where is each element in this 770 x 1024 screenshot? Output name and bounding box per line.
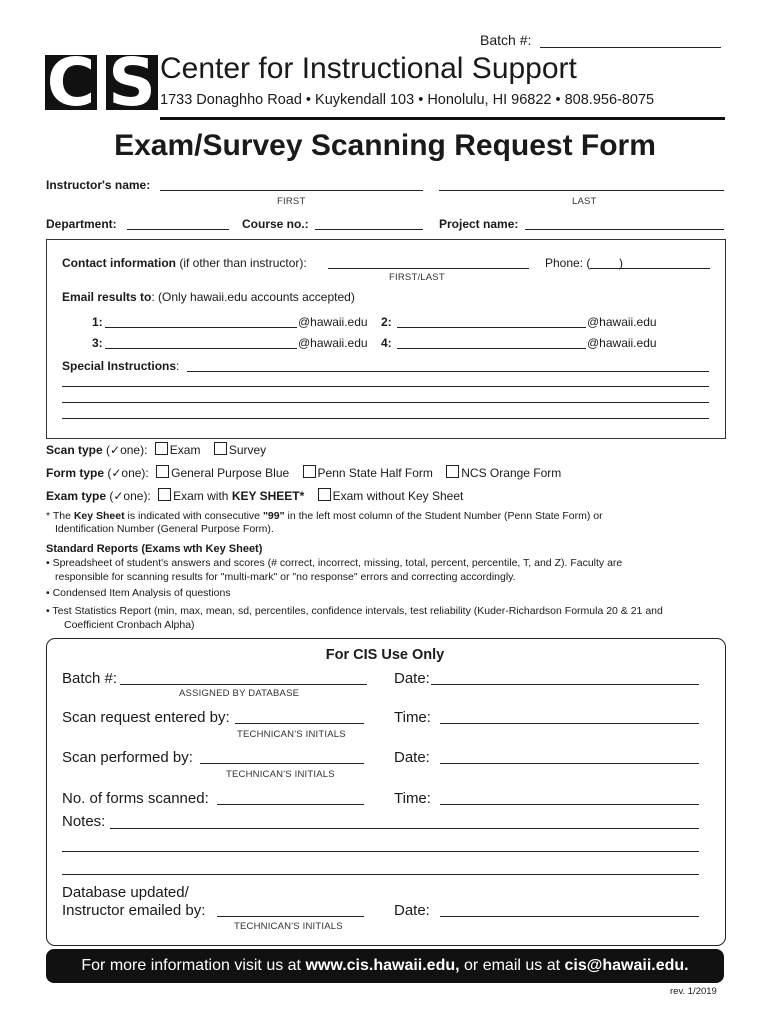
notes-line-2[interactable] [62, 851, 699, 852]
report-bullet-1b: responsible for scanning results for "multi-mark" or "no response" errors and correcting accordingly. [55, 571, 516, 583]
exam-with-key-label: Exam with KEY SHEET* [173, 489, 305, 503]
email-4-label: 4: [381, 336, 392, 350]
scan-survey-checkbox[interactable] [214, 442, 227, 455]
tech-caption-3: TECHNICAN'S INITIALS [234, 921, 343, 932]
first-caption: FIRST [277, 196, 306, 207]
scan-performed-field[interactable] [200, 763, 364, 764]
phone-label: Phone: ( [545, 256, 591, 270]
cis-date-field-3[interactable] [440, 916, 699, 917]
department-label: Department: [46, 217, 117, 231]
cis-use-heading: For CIS Use Only [325, 647, 445, 663]
reports-heading: Standard Reports (Exams wth Key Sheet) [46, 543, 263, 555]
department-field[interactable] [127, 229, 229, 230]
db-updated-label: Database updated/ [62, 884, 189, 901]
form-type-row: Form type (✓one): General Purpose Blue Penn State Half Form NCS Orange Form [46, 466, 562, 480]
email-2-label: 2: [381, 315, 392, 329]
form-ncs-checkbox[interactable] [446, 465, 459, 478]
cis-time-field-1[interactable] [440, 723, 699, 724]
report-bullet-3a: • Test Statistics Report (min, max, mean, sd, percentiles, confidence intervals, test reliability (Kuder-Richardson Formula 20 & 21 and [46, 605, 663, 617]
form-gp-blue-label: General Purpose Blue [171, 466, 290, 480]
email-3-domain: @hawaii.edu [298, 336, 368, 350]
email-1-label: 1: [92, 315, 103, 329]
cis-date-field-1[interactable] [431, 684, 699, 685]
email-4-domain: @hawaii.edu [587, 336, 657, 350]
cis-date-label-2: Date: [394, 749, 430, 766]
cis-date-label-1: Date: [394, 670, 430, 687]
exam-type-row: Exam type (✓one): Exam with KEY SHEET* Exam without Key Sheet [46, 489, 464, 503]
phone-paren-close: ) [619, 256, 623, 270]
footer-banner [46, 949, 724, 983]
email-2-domain: @hawaii.edu [587, 315, 657, 329]
tech-caption-2: TECHNICAN'S INITIALS [226, 769, 335, 780]
report-bullet-3b: Coefficient Cronbach Alpha) [64, 619, 195, 631]
scan-performed-label: Scan performed by: [62, 749, 193, 766]
instructor-emailed-field[interactable] [217, 916, 364, 917]
cis-time-label-2: Time: [394, 790, 431, 807]
key-sheet-footnote-2: Identification Number (General Purpose Form). [55, 523, 274, 535]
tech-caption-1: TECHNICAN'S INITIALS [237, 729, 346, 740]
project-field[interactable] [525, 229, 724, 230]
cis-batch-label: Batch #: [62, 670, 118, 687]
revision-label: rev. 1/2019 [670, 986, 717, 997]
exam-without-key-label: Exam without Key Sheet [332, 489, 464, 503]
cis-date-label-3: Date: [394, 902, 430, 919]
instructor-last-field[interactable] [439, 190, 724, 191]
footer-text-1: For more information visit us at [81, 957, 306, 974]
report-bullet-2: • Condensed Item Analysis of questions [46, 587, 231, 599]
instructor-label: Instructor's name: [46, 178, 151, 192]
assigned-caption: ASSIGNED BY DATABASE [179, 688, 300, 699]
special-instructions-label: Special Instructions: [62, 359, 180, 373]
instructor-emailed-label: Instructor emailed by: [62, 902, 206, 919]
form-penn-checkbox[interactable] [303, 465, 316, 478]
org-address: 1733 Donaghho Road • Kuykendall 103 • Honolulu, HI 96822 • 808.956-8075 [160, 92, 655, 108]
footer-url-link[interactable]: www.cis.hawaii.edu, [305, 957, 460, 974]
email-2-field[interactable] [397, 327, 586, 328]
email-3-label: 3: [92, 336, 103, 350]
forms-scanned-label: No. of forms scanned: [62, 790, 209, 807]
contact-label: Contact information (if other than instructor): [62, 256, 307, 270]
logo-letter-s: S [108, 44, 156, 121]
notes-label: Notes: [62, 813, 106, 830]
report-bullet-1a: • Spreadsheet of student's answers and scores (# correct, incorrect, missing, total, percent, percentile, T, and Z). Faculty are [46, 557, 623, 569]
batch-label: Batch #: [480, 32, 532, 48]
scan-type-row: Scan type (✓one): Exam Survey [46, 443, 267, 457]
exam-with-key-checkbox[interactable] [158, 488, 171, 501]
project-label: Project name: [439, 217, 519, 231]
footer-email-link[interactable]: cis@hawaii.edu. [564, 957, 689, 974]
last-caption: LAST [572, 196, 597, 207]
scan-entered-field[interactable] [235, 723, 364, 724]
org-name: Center for Instructional Support [160, 52, 577, 85]
email-4-field[interactable] [397, 348, 586, 349]
phone-field[interactable] [590, 268, 710, 269]
course-field[interactable] [315, 229, 423, 230]
scan-survey-label: Survey [228, 443, 267, 457]
form-gp-blue-checkbox[interactable] [156, 465, 169, 478]
notes-line-3[interactable] [62, 874, 699, 875]
batch-number-field[interactable] [540, 47, 721, 48]
firstlast-caption: FIRST/LAST [389, 272, 445, 283]
special-instructions-line-2[interactable] [62, 386, 709, 387]
forms-scanned-field[interactable] [217, 804, 364, 805]
form-title: Exam/Survey Scanning Request Form [114, 129, 656, 162]
exam-without-key-checkbox[interactable] [318, 488, 331, 501]
footer-text-2: or email us at [459, 957, 565, 974]
cis-date-field-2[interactable] [440, 763, 699, 764]
cis-batch-field[interactable] [120, 684, 367, 685]
logo-letter-c: C [46, 44, 96, 121]
special-instructions-line-3[interactable] [62, 402, 709, 403]
special-instructions-line-4[interactable] [62, 418, 709, 419]
form-penn-label: Penn State Half Form [317, 466, 433, 480]
email-1-domain: @hawaii.edu [298, 315, 368, 329]
scan-exam-label: Exam [169, 443, 201, 457]
email-3-field[interactable] [105, 348, 297, 349]
email-results-label: Email results to: (Only hawaii.edu accounts accepted) [62, 290, 355, 304]
notes-line-1[interactable] [110, 828, 699, 829]
instructor-first-field[interactable] [160, 190, 423, 191]
key-sheet-footnote-1: * The Key Sheet is indicated with consecutive "99" in the left most column of the Student Number (Penn State Form) or [46, 510, 603, 522]
scan-exam-checkbox[interactable] [155, 442, 168, 455]
email-1-field[interactable] [105, 327, 297, 328]
cis-time-field-2[interactable] [440, 804, 699, 805]
scan-entered-label: Scan request entered by: [62, 709, 230, 726]
header-rule [160, 117, 725, 120]
special-instructions-line-1[interactable] [187, 371, 709, 372]
cis-time-label-1: Time: [394, 709, 431, 726]
form-ncs-label: NCS Orange Form [461, 466, 562, 480]
course-label: Course no.: [242, 217, 309, 231]
contact-name-field[interactable] [328, 268, 529, 269]
